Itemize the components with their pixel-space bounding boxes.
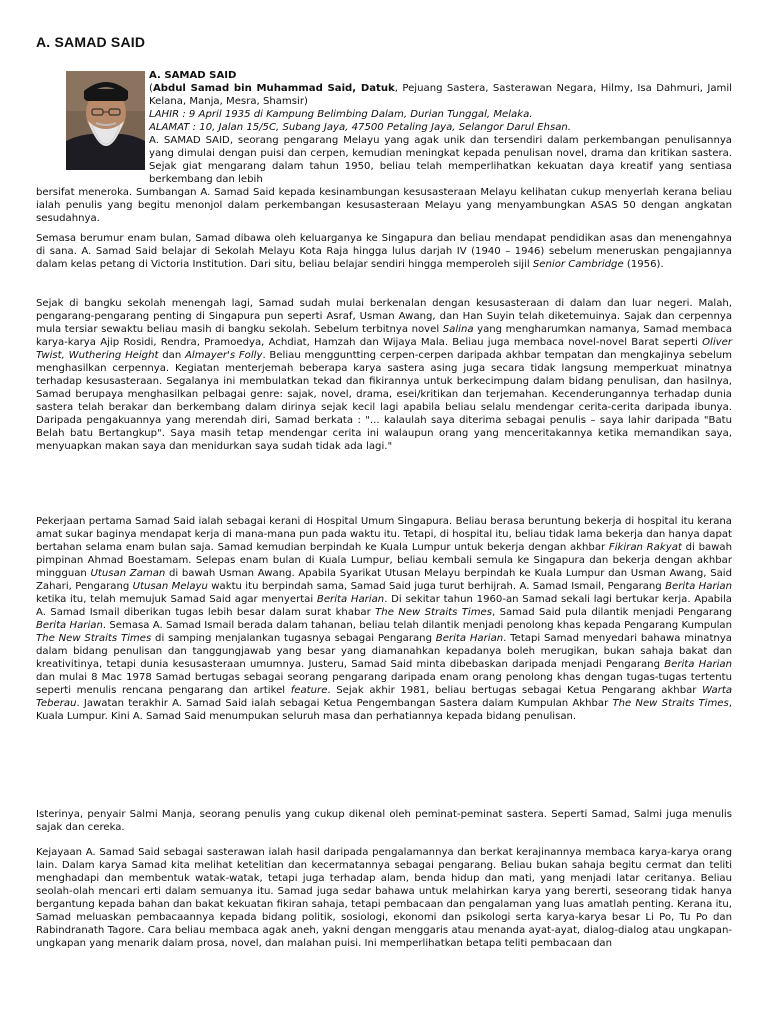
text-run: ketika itu, telah memujuk Samad Said agar menyertai — [36, 594, 317, 605]
italic-text-run: Utusan Zaman — [90, 568, 166, 579]
italic-text-run: feature — [290, 685, 328, 696]
paragraph-text — [36, 297, 732, 453]
italic-text-run: Warta Teberau — [36, 685, 733, 709]
bio-aliases: , Pejuang Sastera, Sasterawan Negara, Hilmy, Isa Dahmuri, Jamil Kelana, Manja, Mesra, Shamsir) — [149, 83, 732, 107]
italic-text-run: Berita Harian — [435, 633, 504, 644]
bio-address: ALAMAT : 10, Jalan 15/5C, Subang Jaya, 47500 Petaling Jaya, Selangor Darul Ehsan. — [149, 122, 572, 133]
text-run: . Di sekitar tahun 1960-an Samad sekali lagi bertukar kerja. Apabila A. Samad Ismail diberikan tugas lebih besar dalam surat khabar — [36, 594, 732, 618]
text-run: di bawah Usman Awang. Apabila Syarikat Utusan Melayu berpindah ke Kuala Lumpur dan Usman Awang, Said Zahari, Pengarang — [36, 568, 732, 592]
paragraph-career — [36, 515, 732, 723]
italic-text-run: The New Straits Times — [36, 633, 152, 644]
paragraph-childhood — [36, 232, 732, 271]
bio-heading: A. SAMAD SAID — [149, 70, 237, 81]
italic-text-run: The New Straits Times — [612, 698, 729, 709]
text-run: , Samad Said pula dilantik menjadi Pengarang — [492, 607, 732, 618]
text-run: . Jawatan terakhir A. Samad Said ialah sebagai Ketua Pengembangan Sastera dalam Kumpulan Akhbar — [76, 698, 613, 709]
text-run: dan mulai 8 Mac 1978 Samad bertugas sebagai seorang pengarang daripada enam orang penolong khas dengan tugas-tugas tertentu seperti menulis rencana pengarang dan artikel — [36, 672, 732, 696]
page-title: A. SAMAD SAID — [36, 34, 146, 50]
paragraph-text — [36, 232, 732, 271]
bio-intro-indented: A. SAMAD SAID, seorang pengarang Melayu yang agak unik dan tersendiri dalam perkembangan penulisannya yang dimulai dengan puisi dan cerpen, kemudian meningkat kepada penulisan novel, drama dan kritikan sastera. Sejak giat mengarang dalam tahun 1950, beliau telah memperlihatkan kekuatan daya kreatif yang sentiasa berkembang dan lebih — [149, 135, 732, 185]
text-run: yang mengharumkan namanya, Samad membaca karya-karya Ajip Rosidi, Rendra, Pramoedya, Achdiat, Hamzah dan Wijaya Mala. Beliau juga membaca novel-novel Barat seperti — [36, 324, 733, 348]
text-run: (1956). — [623, 259, 664, 270]
italic-text-run: Utusan Melayu — [132, 581, 208, 592]
paragraph-success — [36, 846, 732, 950]
text-run: . Beliau mengguntting cerpen-cerpen daripada akhbar tempatan dan mengkajinya sebelum menghasilkan cerpennya. Kegiatan menterjemah beberapa karya sastera asing juga secara tidak langsung memperkuat minatnya terhadap kesusasteraan. Segalanya ini membulatkan tekad dan fikirannya untuk berkecimpung dalam bidang penulisan, dan hasilnya, Samad berupaya menghasilkan pelbagai genre: sajak, novel, drama, esei/kritikan dan terjemahan. Kecenderungannya terhadap dunia sastera telah berakar dan berkembang dalam dirinya sejak kecil lagi apabila beliau selalu mendengar cerita-cerita daripada ibunya. Daripada pengakuannya yang merendah diri, Samad berkata : "... kalaulah saya diterima sebagai penulis – saya lahir daripada "Batu Belah batu Bertangkup". Saya masih tetap mendengar cerita ini walaupun orang yang menceritakannya ketika memandikan saya, menyuapkan makan saya dan menidurkan saya sudah tidak ada lagi." — [36, 350, 732, 452]
italic-text-run: The New Straits Times — [375, 607, 493, 618]
italic-text-run: Oliver Twist, Wuthering Height — [36, 337, 732, 361]
italic-text-run: Berita Harian — [36, 620, 103, 631]
text-run: waktu itu berpindah sama, Samad Said juga turut berhijrah. A. Samad Ismail, Pengarang — [207, 581, 666, 592]
italic-text-run: Salina — [442, 324, 474, 335]
italic-text-run: Berita Harian — [316, 594, 385, 605]
bio-born: LAHIR : 9 April 1935 di Kampung Belimbing Dalam, Durian Tunggal, Melaka. — [149, 109, 533, 120]
text-run: . Tetapi Samad menyedari bahawa minatnya dalam bidang penulisan dan tanggungjawab yang besar yang diamanahkan kepadanya boleh merugikan, bukan sahaja bakat dan kreativitinya, tetapi dunia kesusasteraan umumnya. Justeru, Samad Said minta dibebaskan daripada menjadi Pengarang — [36, 633, 732, 670]
italic-text-run: Fikiran Rakyat — [608, 542, 682, 553]
bio-intro-full: bersifat meneroka. Sumbangan A. Samad Said kepada kesinambungan kesusasteraan Melayu kelihatan cukup menyerlah kerana beliau ialah penulis yang begitu menonjol dalam perkembangan kesusasteraan Melayu yang menyambungkan ASAS 50 dengan angkatan sesudahnya. — [36, 187, 732, 224]
italic-text-run: Almayer's Folly — [185, 350, 263, 361]
author-bio — [36, 69, 732, 225]
text-run: Sejak di bangku sekolah menengah lagi, Samad sudah mulai berkenalan dengan kesusasteraan di dalam dan luar negeri. Malah, pengarang-pengarang penting di Singapura pun seperti Asraf, Usman Awang, dan Han Suyin telah diketemuinya. Sajak dan cerpennya mula tersiar sewaktu beliau masih di bangku sekolah. Sebelum terbitnya novel — [36, 298, 732, 335]
italic-text-run: Berita Harian — [665, 581, 732, 592]
text-run: , Kuala Lumpur. Kini A. Samad Said menumpukan seluruh masa dan perhatiannya kepada bidang penulisan. — [36, 698, 732, 722]
paragraph-wife — [36, 808, 732, 834]
text-run: . Semasa A. Samad Ismail berada dalam tahanan, beliau telah dilantik menjadi penolong khas kepada Pengarang Kumpulan — [102, 620, 732, 631]
paragraph-text — [36, 515, 732, 723]
text-run: di samping menjalankan tugasnya sebagai Pengarang — [151, 633, 436, 644]
bio-aliases-open: ( — [149, 83, 153, 94]
text-run: Kejayaan A. Samad Said sebagai sasterawan ialah hasil daripada pengalamannya dan berkat kerajinannya membaca karya-karya orang lain. Dalam karya Samad kita melihat ketelitian dan kecermatannya sebagai pengarang. Beliau bukan sahaja begitu cermat dan teliti menghadapi dan membentuk watak-watak, tetapi juga terhadap alam, benda hidup dan mati, yang menjadi latar ceritanya. Beliau seolah-olah mencari erti dalam semuanya itu. Samad juga sedar bahawa untuk melahirkan karya yang bererti, seseorang tidak hanya bergantung kepada bahan dan bakat kekuatan fikiran sahaja, tetapi pembacaan dan pengalaman yang luas amatlah penting. Kerana itu, Samad meluaskan pembacaannya kepada bidang politik, sosiologi, ekonomi dan psikologi serta karya-karya besar Li Po, Tu Po dan Rabindranath Tagore. Cara beliau membaca agak aneh, yakni dengan menggaris atau menanda ayat-ayat, dialog-dialog atau ungkapan-ungkapan yang menarik dalam prosa, novel, dan malahan puisi. Ini memperlihatkan betapa teliti pembacaan dan — [36, 847, 732, 949]
text-run: di bawah pimpinan Ahmad Boestamam. Selepas enam bulan di Kuala Lumpur, beliau kembali semula ke Singapura dan bekerja dengan akhbar mingguan — [36, 542, 732, 579]
text-run: Isterinya, penyair Salmi Manja, seorang penulis yang cukup dikenal oleh peminat-peminat sastera. Seperti Samad, Salmi juga menulis sajak dan cereka. — [36, 809, 732, 833]
italic-text-run: Senior Cambridge — [532, 259, 624, 270]
italic-text-run: Berita Harian — [664, 659, 732, 670]
paragraph-text — [36, 808, 732, 834]
paragraph-literary-beginnings — [36, 297, 732, 453]
text-run: dan — [158, 350, 185, 361]
text-run: . Sejak akhir 1981, beliau bertugas sebagai Ketua Pengarang akhbar — [327, 685, 703, 696]
text-run: Pekerjaan pertama Samad Said ialah sebagai kerani di Hospital Umum Singapura. Beliau berasa beruntung bekerja di hospital itu kerana amat sukar baginya mendapat kerja di mana-mana pun pada waktu itu. Tetapi, di hospital itu, beliau tidak lama bekerja dan hanya dapat bertahan selama enam bulan saja. Samad kemudian berpindah ke Kuala Lumpur untuk bekerja dengan akhbar — [36, 516, 732, 553]
bio-full-name: Abdul Samad bin Muhammad Said, Datuk — [152, 83, 395, 94]
paragraph-text — [36, 846, 732, 950]
text-run: Semasa berumur enam bulan, Samad dibawa oleh keluarganya ke Singapura dan beliau mendapat pendidikan asas dan menengahnya di sana. A. Samad Said belajar di Sekolah Melayu Kota Raja hingga lulus darjah IV (1940 – 1946) sebelum meneruskan pengajiannya dalam kelas petang di Victoria Institution. Dari situ, beliau belajar sendiri hingga memperoleh sijil — [36, 233, 732, 270]
